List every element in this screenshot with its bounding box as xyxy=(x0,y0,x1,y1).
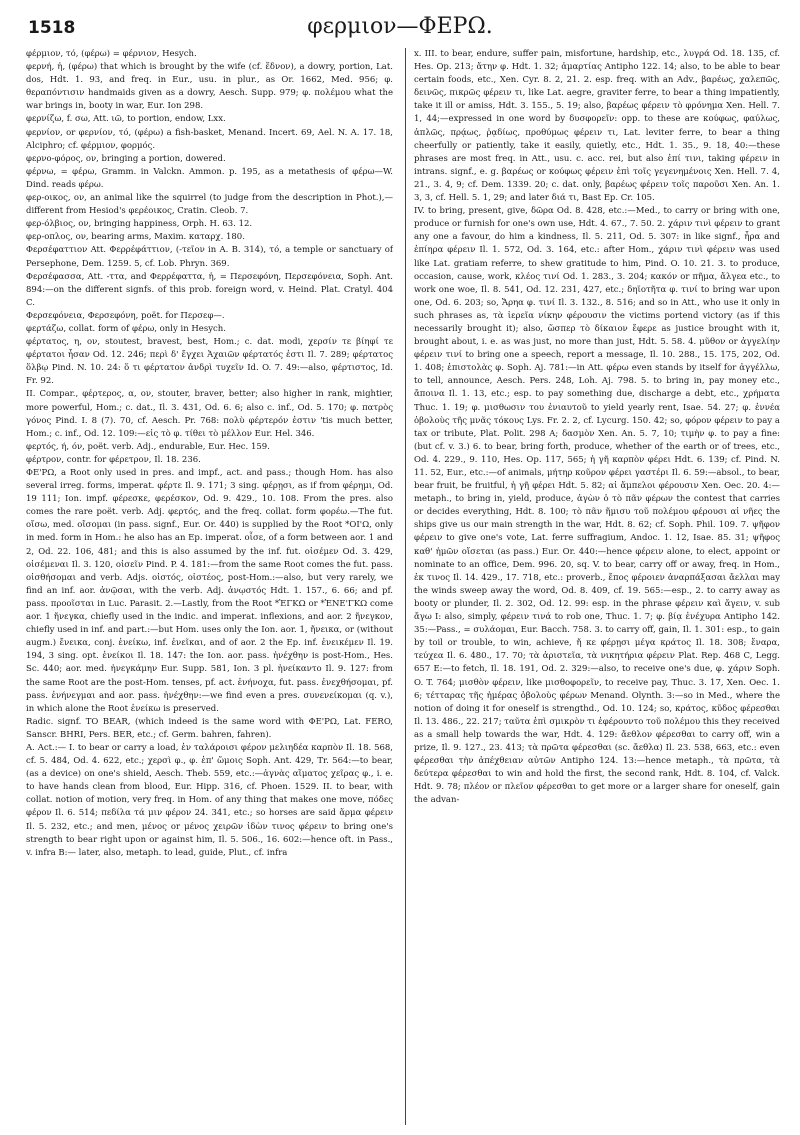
dictionary-entry: Φερσέφασσα, Att. -ττα, and Φερρέφαττα, ἡ, = Περσεφόνη, Περσεφόνεια, Soph. Ant. 894:—on the different signfs. of this prob. foreign word, v. Heind. Plat. Cratyl. 404 C. xyxy=(26,271,393,308)
dictionary-entry: φέρνω, = φέρω, Gramm. in Valckn. Ammon. p. 195, as a metathesis of φέρω—W. Dind. reads φέρω. xyxy=(26,166,393,190)
dictionary-entry: φερτός, ή, όν, poët. verb. Adj., endurable, Eur. Hec. 159. xyxy=(26,441,270,452)
dictionary-entry: φέρτατος, η, ον, stoutest, bravest, best, Hom.; c. dat. modi, χερσίν τε βίηφί τε φέρτατοι ἦσαν Od. 12. 246; περὶ δ' ἔγχει Ἀχαιῶν φέρτατός ἐστι Il. 7. 289; φέρτατος ὅλβῳ Pind. N. 10. 24: ὅ τι φέρτατον ἀνδρὶ τυχεῖν Id. O. 7. 49:—also, φέρτιστος, Id. Fr. 92. xyxy=(26,337,393,387)
dictionary-entry: ΦΕ'ΡΩ, a Root only used in pres. and impf., act. and pass.; though Hom. has also several irreg. forms, imperat. φέρτε Il. 9. 171; 3 sing. φέρῃσι, as if from φέρημι, Od. 19 111; Ion. impf. φέρεσκε, φερέσκον, Od. 9. 429., 10. 108. From the pres. also comes the rare poët. verb. Adj. φερτός, and the freq. collat. form φορέω.—The fut. οἴσω, med. οἴσομαι (in pass. signf., Eur. Or. 440) is supplied by the Root *ΟΙ'Ω, only in med. form in Hom.: he also has an Ep. imperat. οἶσε, of a form between aor. 1 and 2, Od. 22. 106, 481; and this is also assumed by the inf. fut. οἰσέμεν Od. 3. 429, οἰσέμεναι Il. 3. 120, οἰσεῖν Pind. P. 4. 181:—from the same Root comes the fut. pass. οἰσθήσομαι and verb. Adjs. οἰστός, οἰστέος, post-Hom.:—also, but very rarely, we find an inf. aor. ἀνῷσαι, with the verb. Adj. ἀνῳστός Hdt. 1. 157., 6. 66; and pf. pass. προοῖσται in Luc. Parasit. 2.—Lastly, from the Root *ἘΓΚΩ or *ἘΝΕ'ΓΚΩ come aor. 1 ἤνεγκα, chiefly used in the indic. and imperat. inflexions, and aor. 2 ἤνεγκον, chiefly used in inf. and part.:—but Hom. uses only the Ion. aor. 1, ἤνεικα, or (without augm.) ἔνεικα, conj. ἐνείκω, inf. ἐνεῖκαι, and of aor. 2 the Ep. inf. ἐνεικέμεν Il. 19. 194, 3 sing. opt. ἐνείκοι Il. 18. 147: the Ion. aor. pass. ἠνέχθην is post-Hom., Hes. Sc. 440; aor. med. ἠνεγκάμην Eur. Supp. 581, Ion. 3 pl. ἠνείκαντο Il. 9. 127: from the same Root are the post-Hom. tenses, pf. act. ἐνήνοχα, fut. pass. ἐνεχθήσομαι, pf. pass. ἐνήνεγμαι and aor. pass. ἠνέχθην:—we find even a pres. συνενείκομαι (q. v.), in which alone the Root ἐνείκω is preserved. xyxy=(26,468,393,714)
dictionary-entry: Φερσεφόνεια, Φερσεφόνη, poët. for Περσεφ—. xyxy=(26,310,225,321)
running-head: φερμιον—ΦΕΡΩ. xyxy=(307,14,493,39)
dictionary-entry: φερνίζω, f. σω, Att. ιῶ, to portion, endow, Lxx. xyxy=(26,114,226,125)
left-column xyxy=(26,48,393,1127)
dictionary-entry: φερ-οπλος, ον, bearing arms, Maxim. καταρχ. 180. xyxy=(26,232,245,243)
dictionary-entry: x. III. to bear, endure, suffer pain, misfortune, hardship, etc., λυγρά Od. 18. 135, cf. Hes. Op. 213; ἄτην φ. Hdt. 1. 32; ἁμαρτίας Antipho 122. 14; also, to be able to bear certain foods, etc., Xen. Cyr. 8. 2, 21. 2. esp. freq. with an Adv., βαρέως, χαλεπῶς, δεινῶς, πικρῶς φέρειν τι, like Lat. aegre, graviter ferre, to bear a thing impatiently, take it ill or amiss, Hdt. 3. 155., 5. 19; also, βαρέως φέρειν τὸ φρόνημα Xen. Hell. 7. 1, 44;—expressed in one word by δυσφορεῖν: opp. to these are κούφως, φαύλως, ἁπλῶς, πρᾴως, ῥᾳδίως, προθύμως φέρειν τι, Lat. leviter ferre, to bear a thing cheerfully or patiently, take it easily, quietly, etc., Hdt. 1. 35., 9. 18, 40:—these phrases are most freq. in Att., usu. c. acc. rei, but also ἐπί τινι, taking φέρειν in intrans. signf., e. g. βαρέως or κούφως φέρειν ἐπὶ τοῖς γεγενημένοις Xen. Hell. 7. 4, 21., 3. 4, 9; cf. Dem. 1339. 20; c. dat. only, βαρέως φέρειν τοῖς παροῦσι Xen. An. 1. 3, 3, cf. Hell. 5. 1, 29; and later διά τι, Bast Ep. Cr. 105. xyxy=(414,49,780,204)
dictionary-columns xyxy=(26,48,780,1127)
dictionary-entry: Φερσέφαττιον Att. Φερρέφάττιον, (-τεῖον in A. B. 314), τό, a temple or sanctuary of Persephone, Dem. 1259. 5, cf. Lob. Phryn. 369. xyxy=(26,245,393,269)
right-column xyxy=(414,48,780,1127)
dictionary-entry: A. Act.:— I. to bear or carry a load, ἐν ταλάροισι φέρον μελιηδέα καρπὸν Il. 18. 568, cf. 5. 484, Od. 4. 622, etc.; χερσὶ φ., φ. ἐπ' ὤμοις Soph. Ant. 429, Tr. 564:—to bear, (as a device) on one's shield, Aesch. Theb. 559, etc.:—ἀγνὰς αἵματος χεῖρας φ., i. e. to have hands clean from blood, Eur. Hipp. 316, cf. Phoen. 1529. II. to bear, with collat. notion of motion, very freq. in Hom. of any thing that makes one move, πόδες φέρον Il. 6. 514; πεδίλα τά μιν φέρον 24. 341, etc.; so horses are said ἅρμα φέρειν Il. 5. 232, etc.; and men, μένος or μένος χειρῶν ἰδὼν τινος φέρειν to bring one's strength to bear right upon or against him, Il. 5. 506., 16. 602:—hence oft. in Pass., v. infra B:— later, also, metaph. to lead, guide, Plut., cf. infra xyxy=(26,742,393,858)
dictionary-entry: φερνο-φόρος, ον, bringing a portion, dowered. xyxy=(26,153,226,164)
dictionary-entry: II. Compar., φέρτερος, α, ον, stouter, braver, better; also higher in rank, mightier, more powerful, Hom.; c. dat., Il. 3. 431, Od. 6. 6; also c. inf., Od. 5. 170; φ. πατρὸς γόνος Pind. I. 8 (7). 70, cf. Aesch. Pr. 768: πολὺ φέρτερόν ἐστιν 'tis much better, Hom.; c. inf., Od. 12. 109:—εἰς τὸ φ. τίθει τὸ μέλλον Eur. Hel. 346. xyxy=(26,389,393,439)
page-number: 1518 xyxy=(28,18,76,38)
dictionary-entry: Radic. signf. TO BEAR, (which indeed is the same word with ΦΕ'ΡΩ, Lat. FERO, Sanscr. BHRI, Pers. BER, etc.; cf. Germ. bahren, fahren). xyxy=(26,716,393,740)
dictionary-entry: φερνή, ἡ, (φέρω) that which is brought by the wife (cf. ἕδνον), a dowry, portion, Lat. dos, Hdt. 1. 93, and freq. in Eur., usu. in plur., as Or. 1662, Med. 956; φ. θεραπόντισιν handmaids given as a dowry, Aesch. Supp. 979; φ. πολέμου what the war brings in, booty in war, Eur. Ion 298. xyxy=(26,62,393,112)
dictionary-entry: φερ-όλβιος, ον, bringing happiness, Orph. H. 63. 12. xyxy=(26,219,253,230)
dictionary-entry: φέρμιον, τό, (φέρω) = φέρνιον, Hesych. xyxy=(26,49,197,59)
dictionary-entry: φερτάζω, collat. form of φέρω, only in Hesych. xyxy=(26,323,226,334)
page-header xyxy=(28,14,772,44)
dictionary-entry: IV. to bring, present, give, δῶρα Od. 8. 428, etc.:—Med., to carry or bring with one, produce or furnish for one's own use, Hdt. 4. 67., 7. 50. 2. χάριν τινὶ φέρειν to grant any one a favour, do him a kindness, Il. 5. 211, Od. 5. 307: in like signf., ἦρα and ἐπίηρα φέρειν Il. 1. 572, Od. 3. 164, etc.: after Hom., χάριν τινὶ φέρειν was used like Lat. gratiam referre, to shew gratitude to him, Pind. O. 10. 21. 3. to produce, occasion, cause, work, κλέος τινί Od. 1. 283., 3. 204; κακόν or πῆμα, ἄλγεα etc., to work one woe, Il. 8. 541, Od. 12. 231, 427, etc.; δηϊοτῆτα φ. τινί to bring war upon one, Od. 6. 203; so, Ἄρηα φ. τινί Il. 3. 132., 8. 516; and so in Att., who use it only in such phrases as, τὰ ἱερεῖα νίκην φέρουσιν the victims portend victory (as if this necessarily brought it); also, ὥσπερ τὸ δίκαιον ἔφερε as justice brought with it, brought about, i. e. as was just, no more than just, Hdt. 5. 58. 4. μῦθον or ἀγγελίην φέρειν τινί to bring one a speech, report a message, Il. 10. 288., 15. 175, 202, Od. 1. 408; ἐπιστολὰς φ. Soph. Aj. 781:—in Att. φέρω even stands by itself for ἀγγέλλω, to tell, announce, Aesch. Pers. 248, Loh. Aj. 798. 5. to bring in, pay money etc., ἄποινα Il. 1. 13, etc.; esp. to pay something due, discharge a debt, etc., χρήματα Thuc. 1. 19; φ. μισθωσιν του ἐνιαυτοῦ to yield yearly rent, Isae. 54. 27; φ. ἐννέα ὀβολοὺς τῆς μνᾶς τόκους Lys. Fr. 2. 2, cf. Lycurg. 150. 42; so, φόρον φέρειν to pay a tax or tribute, Plat. Polit. 298 A; δασμὸν Xen. An. 5. 7, 10; τιμὴν φ. to pay a fine: (but cf. v. 3.) 6. to bear, bring forth, produce, whether of the earth or of trees, etc., Od. 4. 229., 9. 110, Hes. Op. 117, 565; ἡ γῆ καρπὸν φέρει Hdt. 6. 139; cf. Pind. N. 11. 52, Eur., etc.:—of animals, μήτηρ κοῦρον φέρει γαστέρι Il. 6. 59:—absol., to bear, bear fruit, be fruitful, ἡ γῆ φέρει Hdt. 5. 82; αἱ ἄμπελοι φέρουσιν Xen. Oec. 20. 4:—metaph., to bring in, yield, produce, ἀγὼν ὁ τὸ πᾶν φέρων the contest that carries or decides everything, Hdt. 8. 100; τὸ πᾶν ἥμισυ τοῦ πολέμου φέρουσι αἱ νῆες the ships give us our main strength in the war, Hdt. 8. 62; cf. Soph. Phil. 109. 7. ψῆφον φέρειν to give one's vote, Lat. ferre suffragium, Andoc. 1. 12, Isae. 85. 31; ψῆφος καθ' ἡμῶν οἴσεται (as pass.) Eur. Or. 440:—hence φέρειν alone, to elect, appoint or nominate to an office, Dem. 996. 20, sq. V. to bear, carry off or away, freq. in Hom., ἐκ τινος Il. 14. 429., 17. 718, etc.: proverb., ἔπος φέροιεν ἀναρπάξασαι ἄελλαι may the winds sweep away the word, Od. 8. 409, cf. 19. 565:—esp., 2. to carry away as booty or plunder, Il. 2. 302, Od. 12. 99: esp. in the phrase φέρειν καὶ ἄγειν, v. sub ἄγω I: also, simply, φέρειν τινά to rob one, Thuc. 1. 7; φ. βίᾳ ἐνέχυρα Antipho 142. 35:—Pass., = συλάομαι, Eur. Bacch. 758. 3. to carry off, gain, Il. 1. 301: esp., to gain by toil or trouble, to win, achieve, ἤ κε φέρῃσι μέγα κράτος Il. 18. 308; ἔναρα, τεύχεα Il. 6. 480., 17. 70; τὰ ἀριστεῖα, τὰ νικητήρια φέρειν Plat. Rep. 468 C, Legg. 657 E:—to fetch, Il. 18. 191, Od. 2. 329:—also, to receive one's due, φ. χάριν Soph. O. T. 764; μισθὸν φέρειν, like μισθοφορεῖν, to receive pay, Thuc. 3. 17, Xen. Oec. 1. 6; τέτταρας τῆς ἡμέρας ὀβολοὺς φέρων Menand. Olynth. 3:—so in Med., where the notion of doing it for oneself is strengthd., Od. 10. 124; so, κράτος, κῦδος φέρεσθαι Il. 13. 486., 22. 217; ταῦτα ἐπὶ σμικρὸν τι ἐφέρουντο τοῦ πολέμου this they received as a small help towards the war, Hdt. 4. 129: ἄεθλον φέρεσθαι to carry off, win a prize, Il. 9. 127., 23. 413; τὰ πρῶτα φέρεσθαι (sc. ἄεθλα) Il. 23. 538, 663, etc.: even φέρεσθαι τὴν ἀπέχθειαν αὐτῶν Antipho 124. 13:—hence metaph., τὰ πρῶτα, τὰ δεύτερα φέρεσθαι to win and hold the first, the second rank, Hdt. 8. 104, cf. Valck. Hdt. 9. 78; πλέον or πλεῖον φέρεσθαι to get more or a larger share for oneself, gain the advan- xyxy=(414,206,780,806)
dictionary-entry: φερνίον, or φερνίον, τό, (φέρω) a fish-basket, Menand. Incert. 69, Ael. N. A. 17. 18, Alciphro; cf. φέρμιον, φορμός. xyxy=(26,127,393,151)
dictionary-entry: φερ-οικος, ον, an animal like the squirrel (to judge from the description in Phot.),—different from Hesiod's φερέοικος, Cratin. Cleob. 7. xyxy=(26,193,393,217)
dictionary-entry: φέρτρον, contr. for φέρετρον, Il. 18. 236. xyxy=(26,454,201,465)
